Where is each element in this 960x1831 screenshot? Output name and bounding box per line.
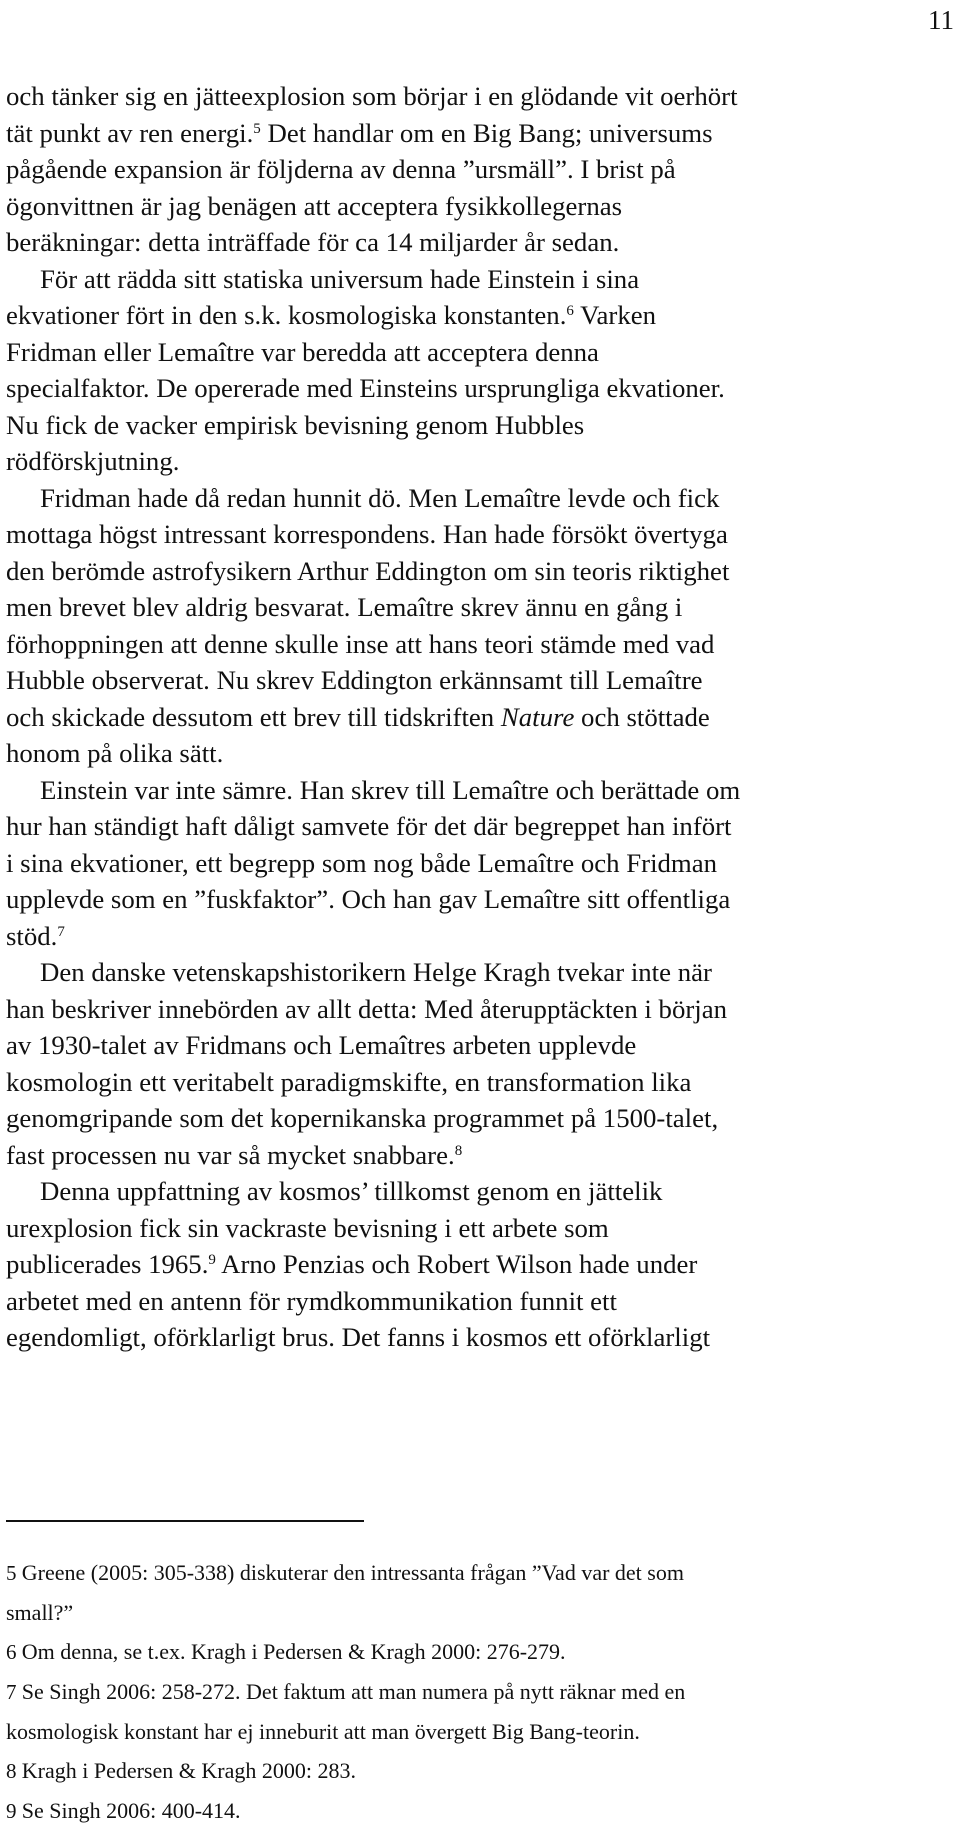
text-line: av 1930-talet av Fridmans och Lemaîtres arbeten upplevde [6, 1030, 637, 1060]
footnote [6, 1553, 954, 1632]
text-line: stöd.$^7$ [6, 920, 65, 951]
footnotes [6, 1553, 954, 1831]
text-line: Denna uppfattning av kosmos’ tillkomst genom en jättelik [40, 1176, 663, 1206]
footnote-ref: 6 [566, 303, 574, 319]
text-line: specialfaktor. De opererade med Einsteins ursprungliga ekvationer. [6, 373, 725, 403]
text-line: Einstein var inte sämre. Han skrev till Lemaître och berättade om [40, 774, 741, 805]
footnote [6, 1632, 954, 1672]
page-number: 11 [928, 5, 954, 35]
text-line: Fridman eller Lemaître var beredda att acceptera denna [6, 336, 599, 367]
text-line: den berömde astrofysikern Arthur Eddington om sin teoris riktighet [6, 555, 730, 586]
footnote-line: small?” [6, 1600, 74, 1625]
text-line: beräkningar: detta inträffade för ca 14 miljarder år sedan. [6, 227, 620, 257]
text-line: pågående expansion är följderna av denna ”ursmäll”. I brist på [6, 154, 676, 184]
footnote-number: 7 [6, 1680, 22, 1704]
text-line: rödförskjutning. [6, 446, 180, 476]
text-line: fast processen nu var så mycket snabbare.$^8$ [6, 1139, 463, 1170]
text-line: han beskriver innebörden av allt detta: Med återupptäckten i början [6, 993, 728, 1024]
text-line: kosmologin ett veritabelt paradigmskifte, en transformation lika [6, 1066, 692, 1097]
text-line: honom på olika sätt. [6, 738, 224, 768]
text-line: hur han ständigt haft dåligt samvete för det där begreppet han infört [6, 811, 732, 841]
text-line: och skickade dessutom ett brev till tidskriften Nature och stöttade [6, 701, 710, 732]
italic-title: Nature [500, 701, 575, 732]
text-line: och tänker sig en jätteexplosion som börjar i en glödande vit oerhört [6, 81, 738, 111]
footnote-ref: 8 [454, 1142, 463, 1159]
text-line: För att rädda sitt statiska universum hade Einstein i sina [40, 263, 640, 294]
footnote [6, 1751, 954, 1791]
paragraph [6, 78, 954, 261]
text-line: ögonvittnen är jag benägen att acceptera fysikkollegernas [6, 190, 623, 221]
paragraph [6, 480, 954, 772]
text-line: egendomligt, oförklarligt brus. Det fanns i kosmos ett oförklarligt [6, 1322, 711, 1352]
footnote-number: 6 [6, 1640, 22, 1664]
paragraph [6, 1173, 954, 1356]
text-line: genomgripande som det kopernikanska programmet på 1500-talet, [6, 1103, 719, 1133]
footnote-line: 9 Se Singh 2006: 400-414. [6, 1798, 241, 1823]
footnote-line: 8 Kragh i Pedersen & Kragh 2000: 283. [6, 1758, 356, 1783]
footnote-number: 9 [6, 1799, 22, 1823]
text-line: i sina ekvationer, ett begrepp som nog både Lemaître och Fridman [6, 847, 718, 878]
text-line: Fridman hade då redan hunnit dö. Men Lemaître levde och fick [40, 482, 720, 513]
paragraph [6, 261, 954, 480]
text-line: men brevet blev aldrig besvarat. Lemaître skrev ännu en gång i [6, 592, 683, 622]
body-text [6, 78, 954, 1356]
footnote-line: 6 Om denna, se t.ex. Kragh i Pedersen & Kragh 2000: 276-279. [6, 1639, 566, 1664]
footnote [6, 1791, 954, 1831]
footnote-line: 7 Se Singh 2006: 258-272. Det faktum att man numera på nytt räknar med en [6, 1679, 686, 1704]
text-line: publicerades 1965.$^9$ Arno Penzias och Robert Wilson hade under [6, 1249, 698, 1279]
text-line: mottaga högst intressant korrespondens. Han hade försökt övertyga [6, 519, 728, 549]
text-line: urexplosion fick sin vackraste bevisning i ett arbete som [6, 1212, 609, 1243]
text-line: förhoppningen att denne skulle inse att hans teori stämde med vad [6, 628, 715, 659]
text-line: Hubble observerat. Nu skrev Eddington erkännsamt till Lemaître [6, 665, 703, 695]
footnote-number: 8 [6, 1759, 22, 1783]
text-line: arbetet med en antenn för rymdkommunikation funnit ett [6, 1285, 617, 1316]
footnote-ref: 9 [208, 1252, 216, 1268]
text-line: Den danske vetenskapshistorikern Helge Kragh tvekar inte när [40, 957, 712, 987]
footnote-ref: 7 [57, 923, 65, 940]
paragraph [6, 772, 954, 955]
footnote-ref: 5 [253, 120, 261, 137]
footnote-line: 5 Greene (2005: 305-338) diskuterar den intressanta frågan ”Vad var det som [6, 1560, 684, 1585]
footnote-line: kosmologisk konstant har ej inneburit att man övergett Big Bang-teorin. [6, 1719, 640, 1744]
text-line: tät punkt av ren energi.$^5$ Det handlar om en Big Bang; universums [6, 117, 713, 148]
footnote-number: 5 [6, 1561, 22, 1585]
paragraph [6, 954, 954, 1173]
text-line: ekvationer fört in den s.k. kosmologiska konstanten.$^6$ Varken [6, 300, 657, 330]
text-line: upplevde som en ”fuskfaktor”. Och han gav Lemaître sitt offentliga [6, 884, 731, 914]
footnote [6, 1672, 954, 1751]
footnote-separator [6, 1520, 364, 1522]
text-line: Nu fick de vacker empirisk bevisning genom Hubbles [6, 409, 585, 440]
